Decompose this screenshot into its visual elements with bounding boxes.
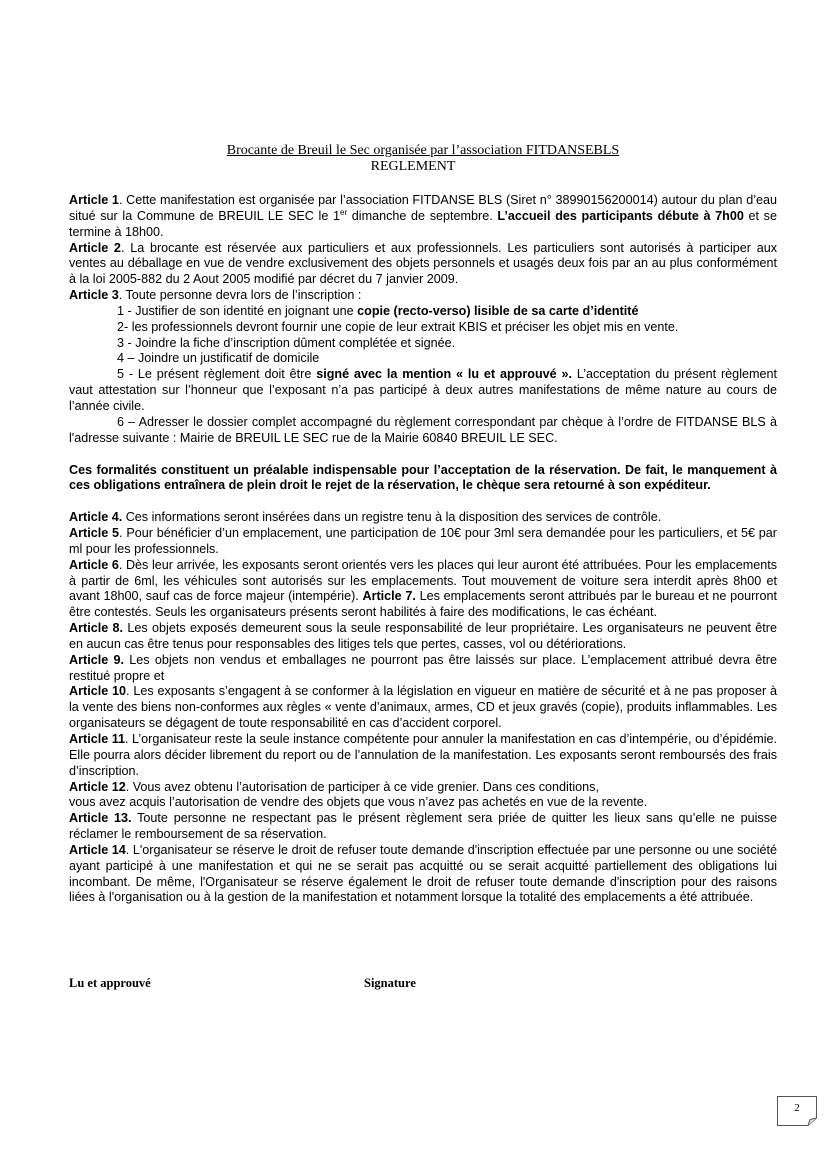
article-3-item-1	[69, 304, 777, 320]
document-body	[69, 193, 777, 906]
article-label: Article 8.	[69, 621, 124, 636]
article-bold-text: L’accueil des participants débute à 7h00	[497, 208, 744, 223]
article-3-item-4: 4 – Joindre un justificatif de domicile	[117, 351, 320, 366]
article-4	[69, 510, 777, 526]
article-9	[69, 653, 777, 685]
article-text: . L'organisateur se réserve le droit de refuser toute demande d'inscription effectuée par une personne ou une société ayant participé à une manifestation et qui ne se serait pas acquitté ou se serait acquitté partiellement des obligations lui incombant. De même, l'Organisateur se réserve également le droit de refuser toute demande d'inscription pour des raisons liées à l'organisation ou à la gestion de la manifestation et notamment lorsque la totalité des emplacements a été attribuée.	[69, 842, 777, 905]
formalities-notice: Ces formalités constituent un préalable indispensable pour l’acceptation de la réservation. De fait, le manquement à ces obligations entraînera de plein droit le rejet de la réservation, le chèque sera retourné à son expéditeur.	[69, 462, 777, 493]
article-8	[69, 621, 777, 653]
article-label: Article 12	[69, 779, 126, 794]
article-text: . Les exposants s’engagent à se conformer à la législation en vigueur en matière de sécurité et à ne pas proposer à la vente des biens non-conformes aux règles « vente d’animaux, armes, CD et jeux gravés (copie), produits inflammables. Les organisateurs se dégagent de toute responsabilité en cas d’accident corporel.	[69, 684, 777, 731]
article-label: Article 13.	[69, 811, 132, 826]
article-text: Les emplacements seront attribués par le bureau et ne pourront être contestés. Seuls les organisateurs présents seront habilités à faire des modifications, le cas échéant.	[69, 589, 777, 620]
article-label: Article 9.	[69, 652, 124, 667]
article-3	[69, 288, 777, 304]
article-3-item-3: 3 - Joindre la fiche d’inscription dûment complétée et signée.	[117, 335, 456, 350]
article-text: . L’organisateur reste la seule instance compétente pour annuler la manifestation en cas d’intempérie, ou d’épidémie. Elle pourra alors décider librement du report ou de l’annulation de la manifestation. Les exposants seront remboursés des frais d’inscription.	[69, 732, 777, 778]
spacer	[69, 447, 777, 463]
item-bold-text: copie (recto-verso) lisible de sa carte d’identité	[357, 303, 639, 318]
article-11	[69, 732, 777, 780]
article-label: Article 14	[69, 842, 126, 857]
signature-label: Signature	[364, 976, 416, 990]
item-bold-text: signé avec la mention « lu et approuvé ».	[316, 367, 573, 382]
article-text: . Vous avez obtenu l’autorisation de participer à ce vide grenier. Dans ces conditions,	[125, 779, 599, 794]
article-3-item-5	[69, 367, 777, 415]
article-10	[69, 684, 777, 732]
article-label: Article 1	[69, 193, 119, 207]
article-6-7	[69, 558, 777, 621]
article-2	[69, 241, 777, 289]
item-text: 1 - Justifier de son identité en joignant une	[117, 303, 358, 318]
document-header	[0, 143, 826, 175]
article-3-item-6: 6 – Adresser le dossier complet accompagné du règlement correspondant par chèque à l’ordre de FITDANSE BLS à l'adresse suivante : Mairie de BREUIL LE SEC rue de la Mairie 60840 BREUIL LE SEC.	[69, 414, 777, 445]
article-text: . Cette manifestation est organisée par l’association FITDANSE BLS (Siret n° 38990156200014) autour du plan d’eau situé sur la Commune de BREUIL LE SEC le 1	[69, 193, 778, 223]
article-12-continued: vous avez acquis l’autorisation de vendre des objets que vous n’avez pas achetés en vue de la revente.	[69, 795, 648, 810]
article-13	[69, 811, 777, 843]
article-text: et se termine à 18h00.	[69, 208, 777, 239]
page-number: 2	[794, 1102, 800, 1114]
article-text: . Toute personne devra lors de l’inscription :	[118, 288, 362, 303]
article-label: Article 6	[69, 557, 119, 572]
article-label: Article 2	[69, 240, 121, 255]
article-label: Article 4.	[69, 510, 123, 525]
article-1	[69, 193, 777, 241]
article-text: Toute personne ne respectant pas le présent règlement sera priée de quitter les lieux sans qu’elle ne puisse réclamer le remboursement de sa réservation.	[69, 811, 777, 842]
article-text: Les objets non vendus et emballages ne pourront pas être laissés sur place. L’emplacement attribué devra être restitué propre et	[69, 652, 777, 683]
article-3-item-2: 2- les professionnels devront fournir une copie de leur extrait KBIS et préciser les objet mis en vente.	[117, 319, 679, 334]
article-14	[69, 843, 777, 906]
article-5	[69, 526, 777, 558]
document-subtitle: REGLEMENT	[370, 159, 456, 174]
article-label: Article 5	[69, 526, 120, 541]
document-title: Brocante de Breuil le Sec organisée par l’association FITDANSEBLS	[226, 143, 620, 158]
page-number-box	[777, 1096, 817, 1126]
article-text: Ces informations seront insérées dans un registre tenu à la disposition des services de contrôle.	[122, 510, 662, 525]
lu-et-approuve-label: Lu et approuvé	[69, 976, 151, 990]
article-text: . Dès leur arrivée, les exposants seront orientés vers les places qui leur auront été attribuées. Pour les emplacements à partir de 6ml, les véhicules sont autorisés sur les emplacements. Tout mouvement de voiture sera interdit après 8h00 et avant 18h00, sauf cas de force majeur (intempérie).	[69, 557, 777, 604]
superscript: er	[340, 207, 348, 217]
article-12	[69, 780, 777, 796]
item-text: L’acceptation du présent règlement vaut attestation sur l’honneur que l’exposant n’a pas participé à deux autres manifestations de même nature au cours de l’année civile.	[69, 367, 777, 413]
article-label: Article 10	[69, 684, 127, 699]
article-label: Article 3	[69, 288, 119, 303]
spacer	[69, 494, 777, 510]
article-text: . La brocante est réservée aux particuliers et aux professionnels. Les particuliers sont autorisés à participer aux ventes au déballage en vue de vendre exclusivement des objets personnels et usagés deux fois par an au plus conformément à la loi 2005-882 du 2 Aout 2005 modifié par décret du 7 janvier 2009.	[69, 240, 778, 287]
article-text: . Pour bénéficier d’un emplacement, une participation de 10€ pour 3ml sera demandée pour les particuliers, et 5€ par ml pour les professionnels.	[69, 526, 777, 556]
article-label: Article 7.	[362, 589, 416, 604]
article-label: Article 11	[69, 732, 126, 746]
item-text: 5 - Le présent règlement doit être	[117, 367, 317, 382]
article-text: Les objets exposés demeurent sous la seule responsabilité de leur propriétaire. Les organisateurs ne peuvent être en aucun cas être tenus pour responsables des litiges tels que pertes, casses, vol ou détériorations.	[69, 621, 778, 651]
article-text: dimanche de septembre.	[347, 208, 498, 223]
